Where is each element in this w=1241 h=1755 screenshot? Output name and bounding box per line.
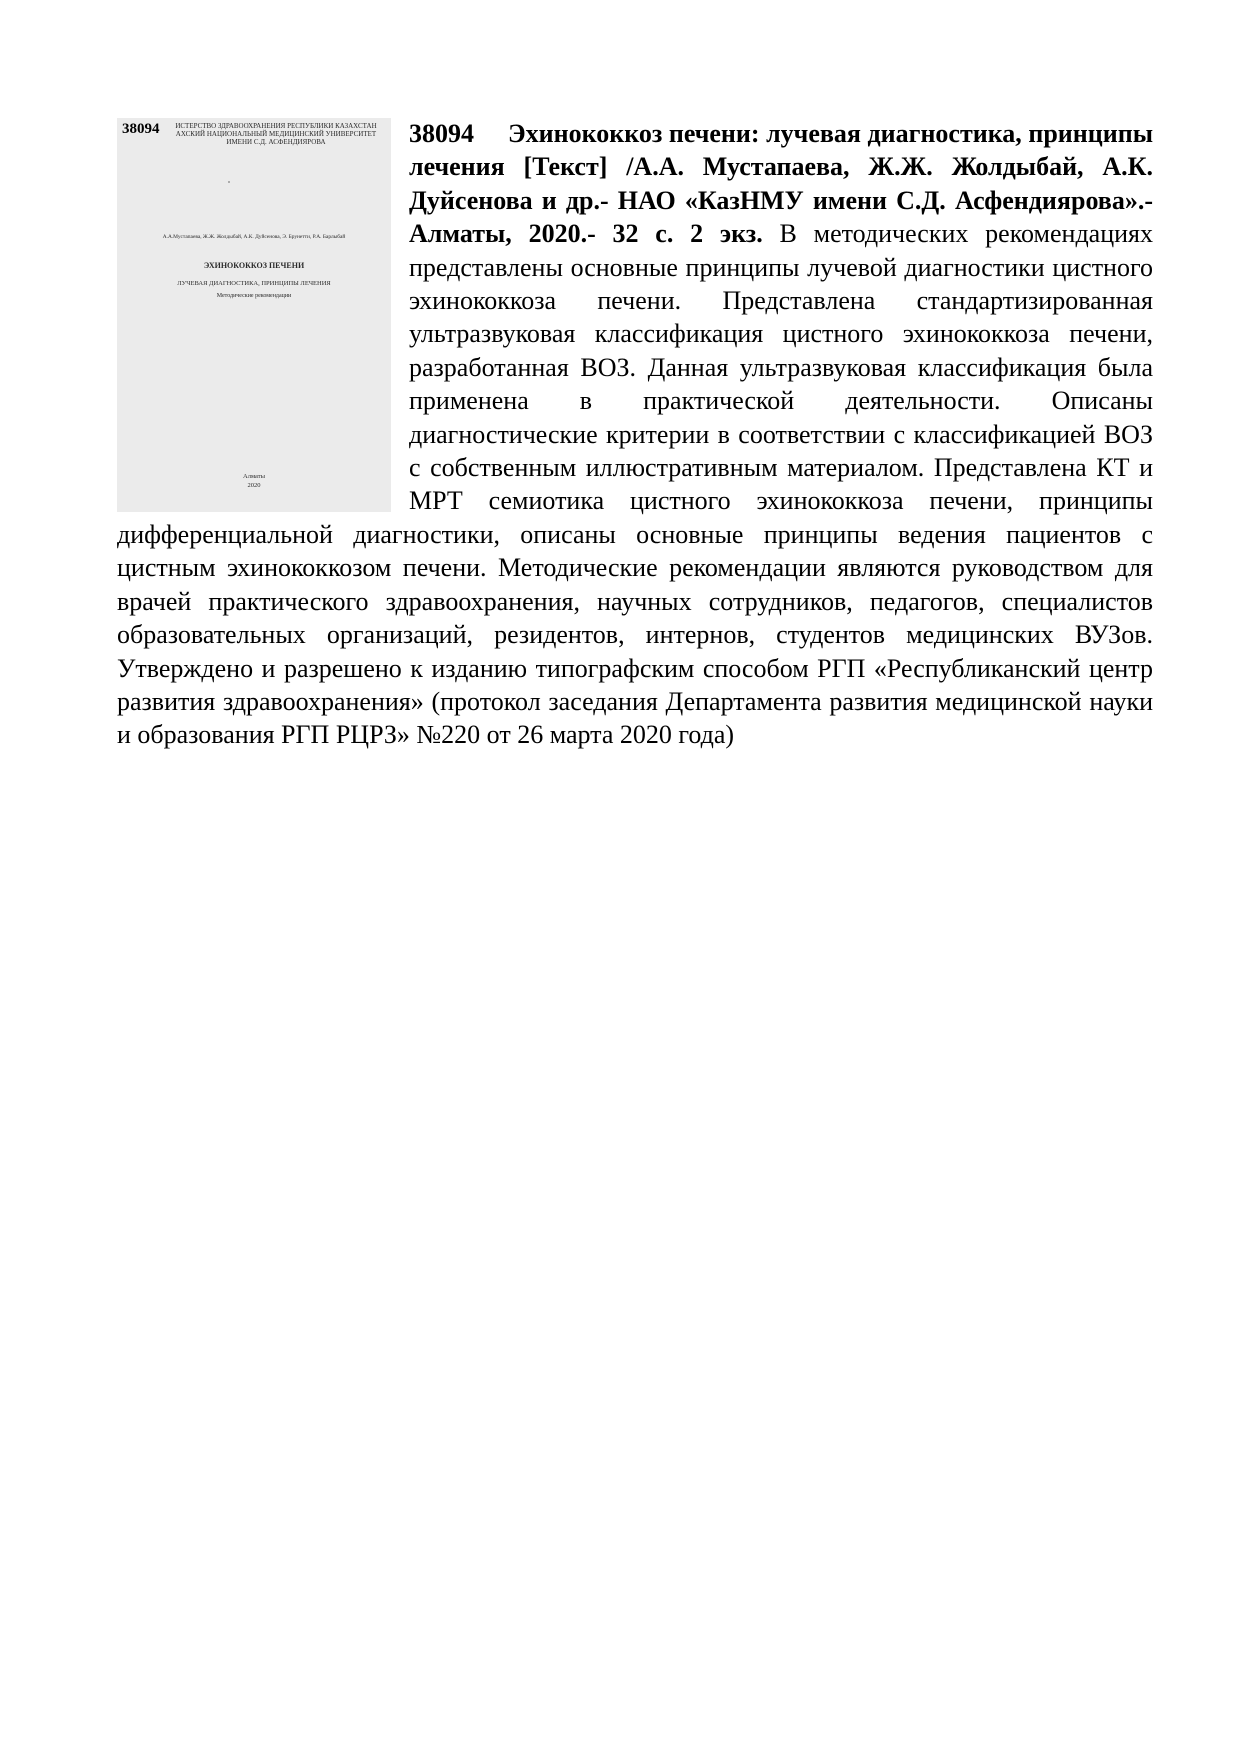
- book-cover-image: [117, 118, 391, 512]
- cover-city: Алматы: [243, 473, 265, 480]
- cover-document-kind: Методические рекомендации: [216, 293, 292, 299]
- cover-title: ЭХИНОКОККОЗ ПЕЧЕНИ: [203, 261, 305, 270]
- cover-publisher-header: ИСТЕРСТВО ЗДРАВООХРАНЕНИЯ РЕСПУБЛИКИ КАЗАХСТАН АХСКИЙ НАЦИОНАЛЬНЫЙ МЕДИЦИНСКИЙ УНИВЕРСИТЕТ ИМЕНИ С.Д. АСФЕНДИЯРОВА: [175, 122, 377, 146]
- cover-code: 38094: [122, 121, 160, 137]
- cover-authors: А.А.Мустапаева, Ж.Ж. Жолдыбай, А.К. Дуйсенова, Э. Брунетти, Р.А. Барлыбай: [162, 234, 346, 240]
- record-number: 38094: [409, 119, 474, 148]
- catalog-entry: [117, 117, 1153, 752]
- bibliographic-description: Эхинококкоз печени: лучевая диагностика, принципы лечения [Текст] /А.А. Мустапаева, Ж.Ж. Жолдыбай, А.К. Дуйсенова и др.- НАО «КазНМУ имени С.Д. Асфендиярова».- Алматы, 2020.- 32 с. 2 экз.: [409, 119, 1153, 249]
- cover-speck: [228, 181, 230, 183]
- abstract-text: В методических рекомендациях представлены основные принципы лучевой диагностики цистного эхинококкоза печени. Представлена стандартизированная ультразвуковая классификация цистного эхинококкоза печени, разработанная ВОЗ. Данная ультразвуковая классификация была применена в практической деятельности. Описаны диагностические критерии в соответствии с классификацией ВОЗ с собственным иллюстративным материалом. Представлена КТ и МРТ семиотика цистного эхинококкоза печени, принципы дифференциальной диагностики, описаны основные принципы ведения пациентов с цистным эхинококкозом печени. Методические рекомендации являются руководством для врачей практического здравоохранения, научных сотрудников, педагогов, специалистов образовательных организаций, резидентов, интернов, студентов медицинских ВУЗов. Утверждено и разрешено к изданию типографским способом РГП «Республиканский центр развития здравоохранения» (протокол заседания Департамента развития медицинской науки и образования РГП РЦРЗ» №220 от 26 марта 2020 года): [117, 219, 1153, 750]
- cover-subtitle: ЛУЧЕВАЯ ДИАГНОСТИКА, ПРИНЦИПЫ ЛЕЧЕНИЯ: [177, 280, 331, 287]
- cover-year: 2020: [247, 482, 261, 489]
